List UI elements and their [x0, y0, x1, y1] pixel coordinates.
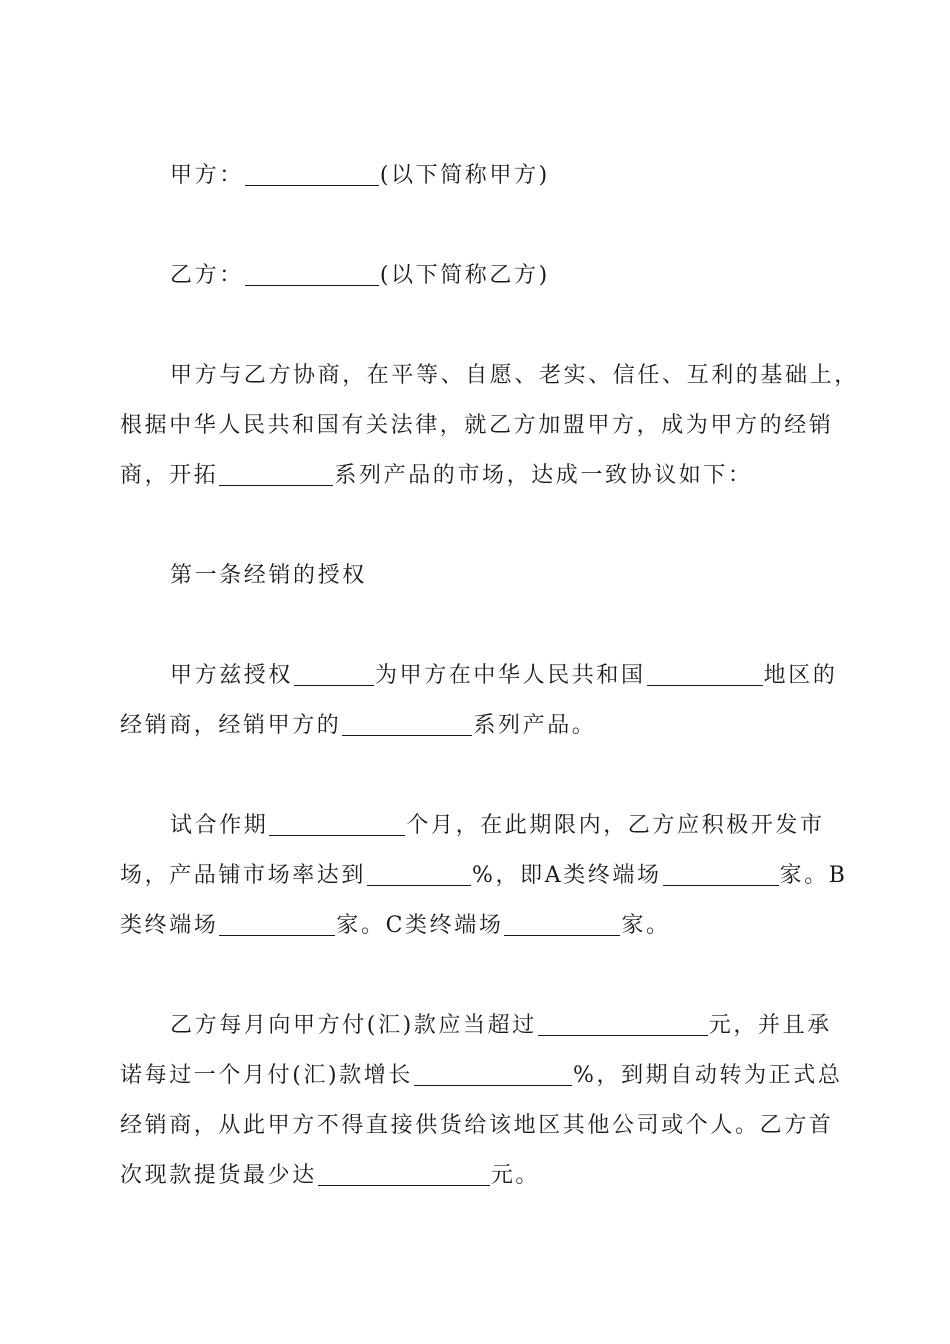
authorization-line-1-middle: 为甲方在中华人民共和国: [375, 663, 646, 688]
payment-line-2: [120, 1051, 843, 1101]
article-1-title: 第一条经销的授权: [170, 563, 367, 588]
payment-growth-blank[interactable]: [414, 1059, 572, 1086]
intro-line-3-start: 商，开拓: [120, 463, 219, 488]
party-a-blank[interactable]: [245, 159, 379, 186]
party-b-line: [120, 251, 882, 301]
payment-line-2-end: %，到期自动转为正式总: [572, 1063, 843, 1088]
party-a-label: 甲方：: [170, 163, 244, 188]
trial-line-1: [120, 801, 832, 851]
payment-line-4-start: 次现款提货最少达: [120, 1163, 317, 1188]
trial-line-2-start: 场，产品铺市场率达到: [120, 863, 367, 888]
trial-line-3-start: 类终端场: [120, 913, 219, 938]
party-b-label: 乙方：: [170, 263, 244, 288]
trial-line-2-middle: %，即A类终端场: [472, 863, 662, 888]
intro-line-2: 根据中华人民共和国有关法律，就乙方加盟甲方，成为甲方的经销: [120, 413, 834, 438]
payment-paragraph: [120, 1001, 843, 1201]
authorized-party-blank[interactable]: [294, 659, 374, 686]
product-series-blank[interactable]: [219, 459, 333, 486]
authorization-line-2-end: 系列产品。: [473, 713, 597, 738]
article-1-heading: [120, 551, 882, 601]
payment-line-1-start: 乙方每月向甲方付(汇)款应当超过: [170, 1013, 537, 1038]
payment-line-1: [120, 1001, 832, 1051]
monthly-payment-blank[interactable]: [538, 1009, 708, 1036]
trial-line-3-middle: 家。C类终端场: [336, 913, 504, 938]
intro-line-3-end: 系列产品的市场，达成一致协议如下：: [334, 463, 753, 488]
authorized-series-blank[interactable]: [342, 709, 472, 736]
trial-line-1-end: 个月，在此期限内，乙方应积极开发市: [406, 813, 825, 838]
authorization-line-1: [120, 651, 838, 701]
class-a-count-blank[interactable]: [663, 859, 779, 886]
trial-paragraph: [120, 801, 848, 951]
payment-line-4-end: 元。: [490, 1163, 541, 1188]
coverage-rate-blank[interactable]: [367, 859, 471, 886]
authorization-line-2-start: 经销商，经销甲方的: [120, 713, 342, 738]
payment-line-3: 经销商，从此甲方不得直接供货给该地区其他公司或个人。乙方首: [120, 1113, 834, 1138]
party-b-blank[interactable]: [245, 259, 379, 286]
authorization-line-2: [120, 701, 832, 751]
trial-line-3-end: 家。: [621, 913, 671, 938]
authorization-paragraph: [120, 651, 838, 751]
trial-months-blank[interactable]: [269, 809, 405, 836]
class-c-count-blank[interactable]: [504, 909, 620, 936]
class-b-count-blank[interactable]: [219, 909, 335, 936]
party-a-line: [120, 151, 882, 201]
trial-line-1-start: 试合作期: [170, 813, 269, 838]
region-blank[interactable]: [647, 659, 763, 686]
trial-line-3: [120, 901, 832, 951]
intro-line-3: [120, 451, 832, 501]
trial-line-2: [120, 851, 848, 901]
payment-line-2-start: 诺每过一个月付(汇)款增长: [120, 1063, 413, 1088]
first-purchase-blank[interactable]: [318, 1159, 490, 1186]
authorization-line-1-end: 地区的: [763, 663, 838, 688]
trial-line-2-end: 家。B: [779, 863, 848, 888]
party-a-suffix: (以下简称甲方): [379, 163, 550, 188]
payment-line-4: [120, 1151, 832, 1201]
authorization-line-1-start: 甲方兹授权: [170, 663, 294, 688]
intro-line-1: 甲方与乙方协商，在平等、自愿、老实、信任、互利的基础上，: [170, 363, 859, 388]
party-b-suffix: (以下简称乙方): [379, 263, 550, 288]
payment-line-1-end: 元，并且承: [708, 1013, 832, 1038]
intro-paragraph: [120, 351, 859, 501]
